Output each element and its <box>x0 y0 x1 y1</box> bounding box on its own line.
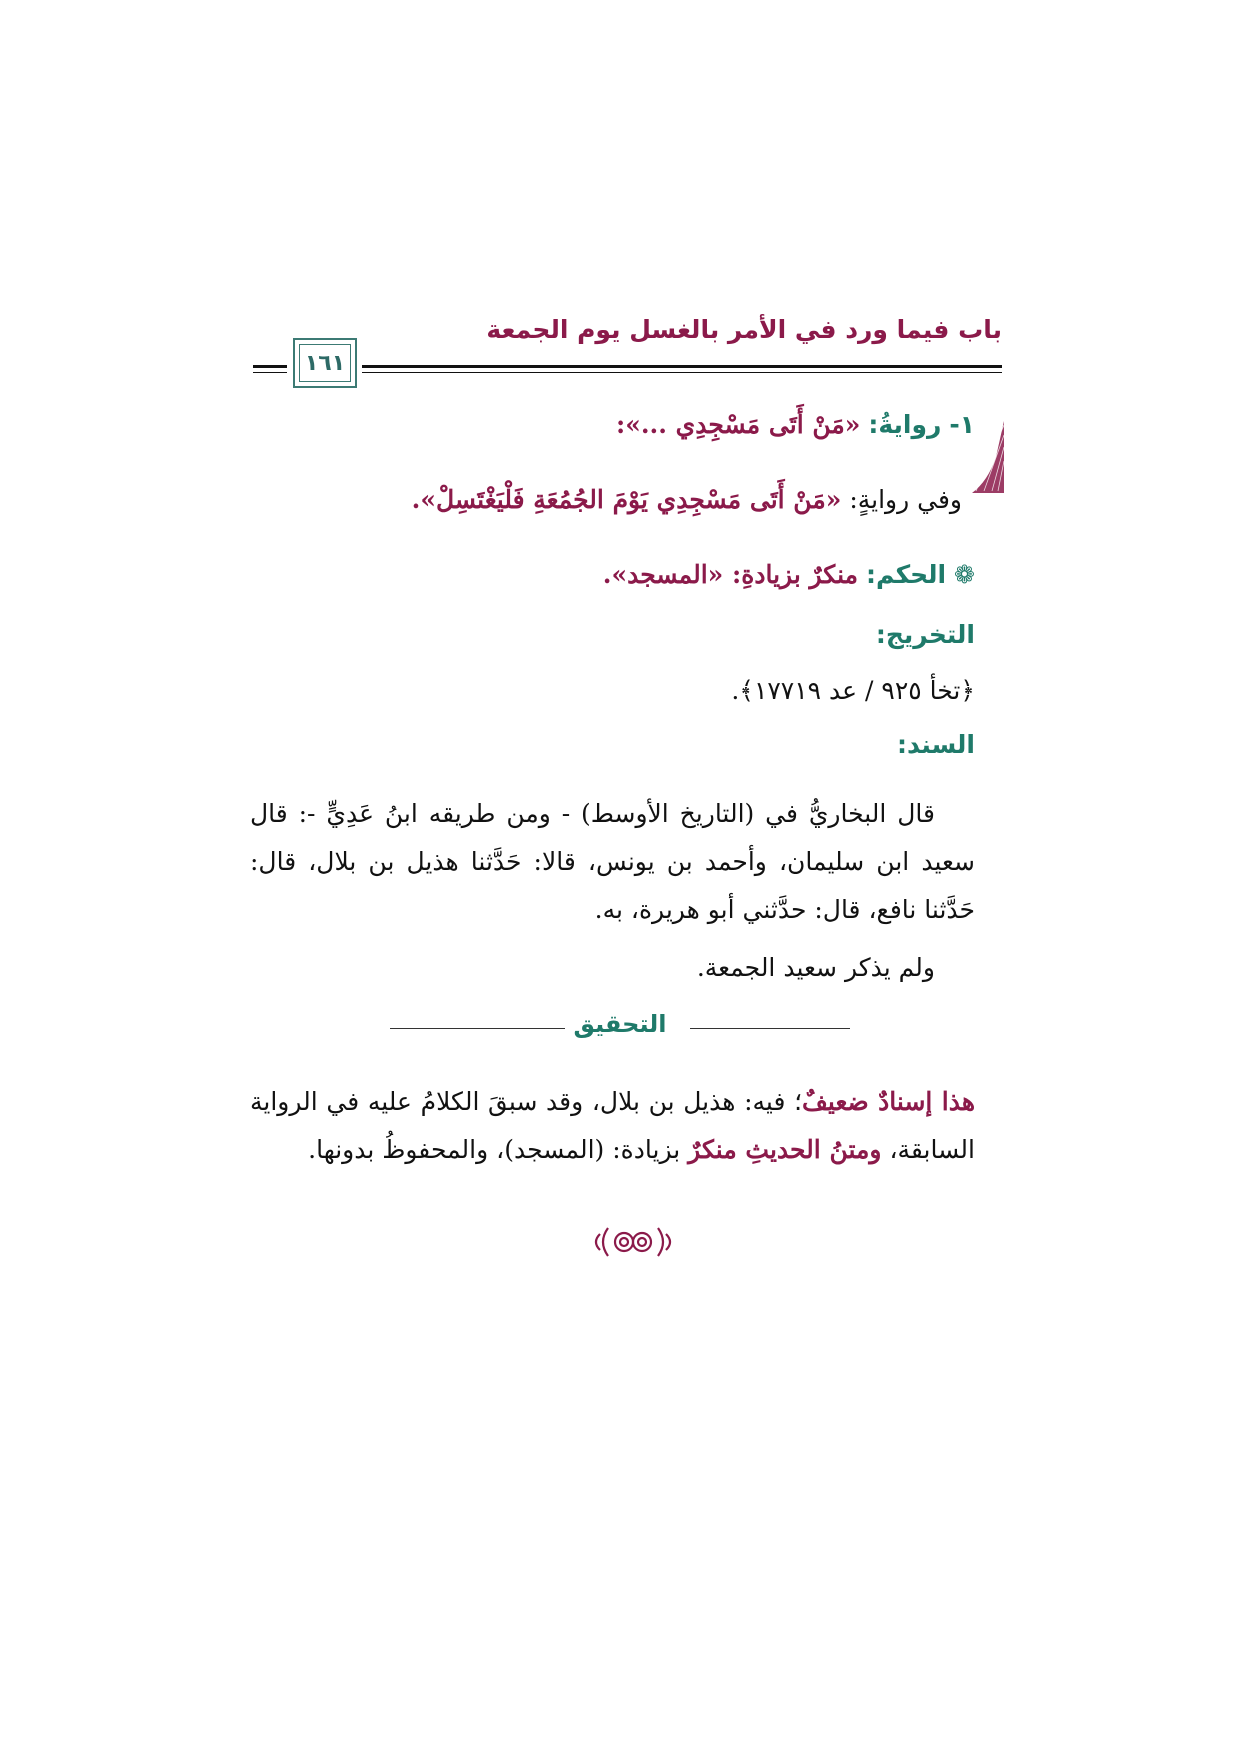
ruling-line <box>603 560 975 589</box>
tahqiq-body-1: ؛ فيه: هذيل بن بلال، وقد سبقَ الكلامُ عليه في الرواية السابقة، <box>250 1087 975 1164</box>
tahqiq-heading: التحقيق <box>0 1010 1240 1038</box>
flower-icon: ❁ <box>954 560 975 589</box>
tahqiq-verdict: هذا إسنادٌ ضعيفٌ <box>802 1087 976 1116</box>
header-rule-thin <box>362 372 1002 373</box>
page-number: ١٦١ <box>304 350 346 376</box>
tahqiq-matn-verdict: ومتنُ الحديثِ منكرٌ <box>688 1135 882 1164</box>
variant-text: «مَنْ أَتَى مَسْجِدِي يَوْمَ الجُمُعَةِ فَلْيَغْتَسِلْ». <box>411 485 842 514</box>
page-number-frame <box>293 338 357 388</box>
tahqiq-paragraph <box>250 1078 975 1174</box>
corner-ornament-icon <box>970 421 1004 493</box>
sanad-label: السند: <box>896 730 975 759</box>
heading-quote: «مَنْ أَتَى مَسْجِدِي ...»: <box>616 410 861 439</box>
sanad-paragraph: قال البخاريُّ في (التاريخ الأوسط) - ومن طريقه ابنُ عَدِيٍّ -: قال سعيد ابن سليمان، وأحمد بن يونس، قالا: حَدَّثنا هذيل بن بلال، قال: حَدَّثنا نافع، قال: حدَّثني أبو هريرة، به. <box>250 799 975 924</box>
heading-number: ١- <box>949 410 975 439</box>
takhrij-label: التخريج: <box>875 620 975 649</box>
ruling-label: الحكم: <box>865 560 947 589</box>
ruling-text: منكرٌ بزيادةِ: «المسجد». <box>602 560 859 589</box>
end-ornament-icon <box>578 1222 688 1262</box>
header-rule-left-thin <box>253 372 287 373</box>
takhrij-text: ﴿تخأ ٩٢٥ / عد ١٧٧١٩﴾. <box>731 676 975 705</box>
section-heading <box>616 410 975 439</box>
header-rule-left <box>253 365 287 368</box>
tahqiq-body-2: بزيادة: (المسجد)، والمحفوظُ بدونها. <box>308 1135 681 1164</box>
heading-label: روايةُ: <box>868 410 942 439</box>
chapter-title: باب فيما ورد في الأمر بالغسل يوم الجمعة <box>486 315 1002 344</box>
header-rule-thick <box>362 365 1002 368</box>
variant-prefix: وفي روايةٍ: <box>849 485 962 514</box>
sanad-note: ولم يذكر سعيد الجمعة. <box>696 953 935 982</box>
variant-narration <box>412 485 962 514</box>
